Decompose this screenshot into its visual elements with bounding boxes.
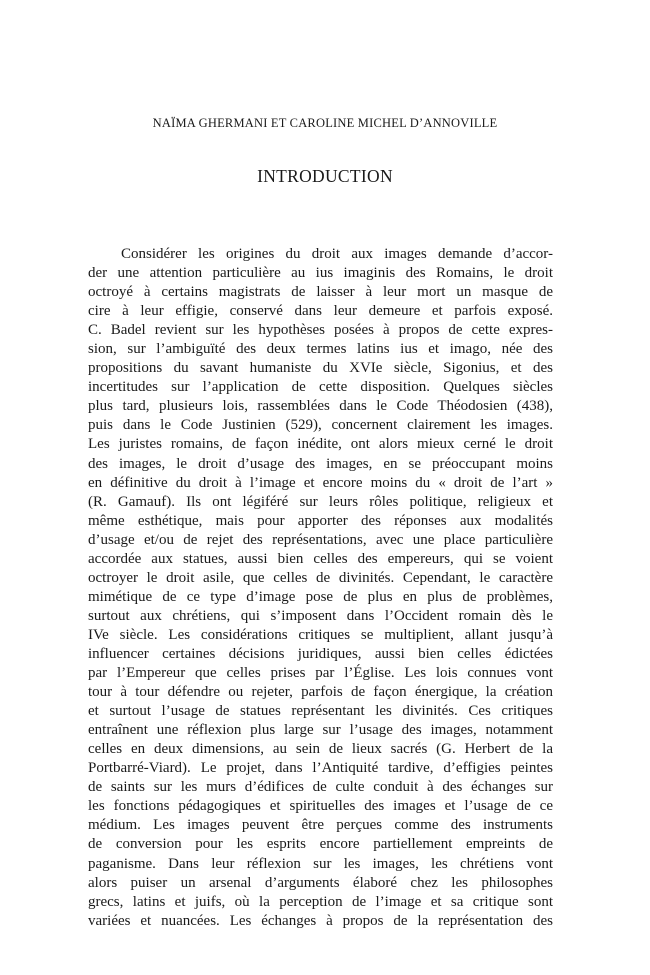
- text-line: alors puiser un arsenal d’arguments élaboré chez les philosophes: [88, 874, 553, 891]
- text-line: sion, sur l’ambiguïté des deux termes latins ius et imago, née des: [88, 341, 553, 358]
- running-head: NAÏMA GHERMANI ET CAROLINE MICHEL D’ANNOVILLE: [152, 116, 498, 130]
- text-line: IVe siècle. Les considérations critiques se multiplient, allant jusqu’à: [88, 626, 553, 643]
- text-line: variées et nuancées. Les échanges à propos de la représentation des: [88, 912, 553, 929]
- text-line: accordée aux statues, aussi bien celles des empereurs, qui se voient: [88, 550, 553, 567]
- text-line: influencer certaines décisions juridiques, aussi bien celles édictées: [88, 645, 553, 662]
- text-line: Les juristes romains, de façon inédite, ont alors mieux cerné le droit: [88, 436, 553, 453]
- text-line: octroyé à certains magistrats de laisser à leur mort un masque de: [88, 284, 553, 301]
- text-line: par l’Empereur que celles prises par l’Église. Les lois connues vont: [88, 665, 553, 682]
- text-line: mimétique de ce type d’image pose de plus en plus de problèmes,: [88, 588, 553, 605]
- text-line: même esthétique, mais pour apporter des réponses aux modalités: [88, 512, 553, 529]
- text-line: der une attention particulière au ius imaginis des Romains, le droit: [88, 265, 553, 282]
- body-paragraph: [88, 245, 553, 931]
- text-line: de conversion pour les esprits encore partiellement empreints de: [88, 836, 553, 853]
- text-line: (R. Gamauf). Ils ont légiféré sur leurs rôles politique, religieux et: [88, 493, 553, 510]
- text-line: plus tard, plusieurs lois, rassemblées dans le Code Théodosien (438),: [88, 398, 553, 415]
- text-line: d’usage et/ou de rejet des représentations, avec une place particulière: [88, 531, 553, 548]
- text-line: médium. Les images peuvent être perçues comme des instruments: [88, 817, 553, 834]
- text-line: Considérer les origines du droit aux images demande d’accor-: [121, 246, 553, 262]
- text-line: en définitive du droit à l’image et encore moins du « droit de l’art »: [88, 474, 553, 491]
- text-line: tour à tour défendre ou rejeter, parfois de façon énergique, la création: [88, 684, 553, 701]
- text-line: celles en deux dimensions, au sein de lieux sacrés (G. Herbert de la: [88, 741, 553, 758]
- text-line: paganisme. Dans leur réflexion sur les images, les chrétiens vont: [88, 855, 553, 872]
- text-line: surtout aux chrétiens, qui s’imposent dans l’Occident romain dès le: [88, 607, 553, 624]
- text-line: grecs, latins et juifs, où la perception de l’image et sa critique sont: [88, 893, 553, 910]
- text-line: de saints sur les murs d’édifices de culte conduit à des échanges sur: [88, 779, 553, 796]
- text-line: des images, le droit d’usage des images, en se préoccupant moins: [88, 455, 553, 472]
- text-line: propositions du savant humaniste du XVIe siècle, Sigonius, et des: [88, 360, 553, 377]
- text-line: Portbarré-Viard). Le projet, dans l’Antiquité tardive, d’effigies peintes: [88, 760, 553, 777]
- chapter-title: INTRODUCTION: [257, 166, 393, 186]
- text-line: les fonctions pédagogiques et spirituelles des images et l’usage de ce: [88, 798, 553, 815]
- text-line: et surtout l’usage de statues représentant les divinités. Ces critiques: [88, 703, 553, 720]
- text-line: cire à leur effigie, conservé dans leur demeure et parfois exposé.: [88, 303, 553, 320]
- text-line: incertitudes sur l’application de cette disposition. Quelques siècles: [88, 379, 553, 396]
- text-line: puis dans le Code Justinien (529), concernent clairement les images.: [88, 417, 553, 434]
- text-line: entraînent une réflexion plus large sur l’usage des images, notamment: [88, 722, 553, 739]
- text-line: octroyer le droit asile, que celles de divinités. Cependant, le caractère: [88, 569, 553, 586]
- text-line: C. Badel revient sur les hypothèses posées à propos de cette expres-: [88, 322, 553, 339]
